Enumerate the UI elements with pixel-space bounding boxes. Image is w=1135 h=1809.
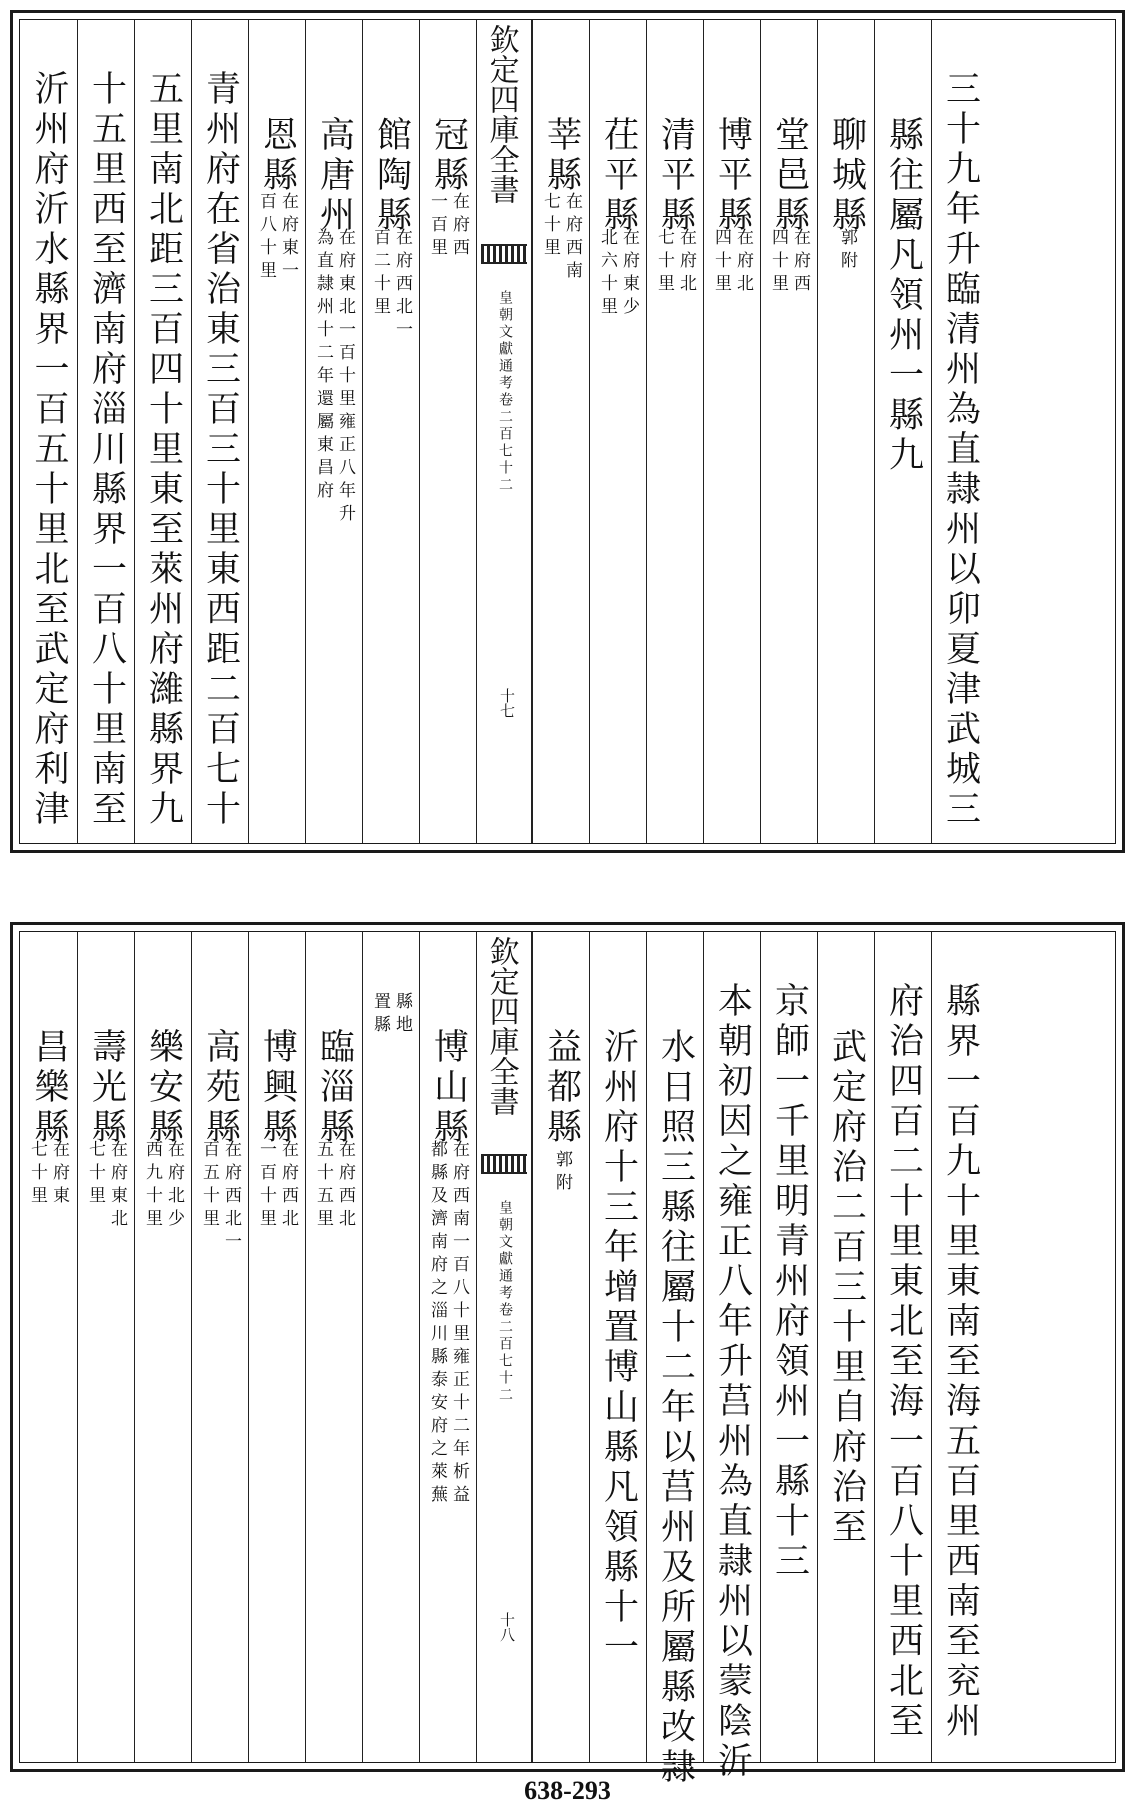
text-column: [874, 932, 931, 1762]
annotation-right: 在府西南一百八十里雍正十二年析益: [449, 1140, 469, 1508]
annotation-left: 北六十里: [597, 228, 617, 320]
column-main-text: 館陶縣: [371, 116, 412, 236]
book-title: 欽定四庫全書: [483, 24, 519, 204]
text-column: [248, 20, 305, 843]
column-main-text: 高苑縣: [200, 1028, 241, 1148]
column-main-text: 壽光縣: [86, 1028, 127, 1148]
text-column: [931, 20, 988, 843]
annotation-left: 四十里: [711, 228, 731, 297]
annotation-right: 在府西南: [562, 192, 582, 284]
annotation-left: 一百十里: [256, 1140, 276, 1232]
annotation-left: 一百里: [427, 192, 447, 261]
text-column: [134, 932, 191, 1762]
text-column: [532, 20, 589, 843]
annotation-right: 在府西北: [278, 1140, 298, 1232]
text-column: [646, 20, 703, 843]
scan-page-label: 638-293: [524, 1776, 611, 1805]
text-column: [134, 20, 191, 843]
text-column: [20, 932, 77, 1762]
annotation-right: 縣地: [392, 992, 412, 1038]
text-column: [191, 932, 248, 1762]
top-page: [10, 10, 1125, 853]
text-column: [20, 20, 77, 843]
annotation-left: 百二十里: [370, 228, 390, 320]
annotation: 郭附: [552, 1150, 572, 1196]
text-column: [77, 932, 134, 1762]
text-column: [362, 20, 419, 843]
fishtail-mark: [481, 244, 527, 264]
top-page-frame: [19, 19, 1116, 844]
column-main-text: 十五里西至濟南府淄川縣界一百八十里南至: [86, 70, 127, 830]
annotation-right: 在府東一: [278, 192, 298, 284]
column-main-text: 臨淄縣: [314, 1028, 355, 1148]
text-column: [874, 20, 931, 843]
column-main-text: 冠縣: [428, 116, 469, 196]
annotation-right: 在府東少: [619, 228, 639, 320]
text-column: [817, 20, 874, 843]
text-column: [191, 20, 248, 843]
annotation-left: 五十五里: [313, 1140, 333, 1232]
bottom-page-frame: [19, 931, 1116, 1788]
text-column: [760, 20, 817, 843]
annotation-left: 為直隷州十二年還屬東昌府: [313, 228, 333, 504]
text-column: [931, 932, 988, 1762]
annotation-left: 七十里: [27, 1140, 47, 1209]
book-title: 欽定四庫全書: [483, 936, 519, 1116]
volume-label: 皇朝文獻通考卷二百七十二: [497, 1200, 513, 1404]
annotation-left: 西九十里: [142, 1140, 162, 1232]
text-column: [646, 932, 703, 1788]
volume-label: 皇朝文獻通考卷二百七十二: [497, 290, 513, 494]
annotation-right: 在府西北一: [221, 1140, 241, 1255]
annotation-right: 在府西: [790, 228, 810, 297]
column-main-text: 京師一千里明青州府領州一縣十三: [769, 982, 810, 1582]
text-column: [419, 932, 476, 1762]
column-main-text: 五里南北距三百四十里東至萊州府濰縣界九: [143, 70, 184, 830]
text-column: [589, 20, 646, 843]
bottom-page: [10, 922, 1125, 1788]
text-column: [589, 932, 646, 1762]
column-main-text: 茌平縣: [598, 116, 639, 236]
column-main-text: 沂州府沂水縣界一百五十里北至武定府利津: [29, 70, 69, 830]
annotation-left: 四十里: [768, 228, 788, 297]
text-column: [362, 932, 419, 1762]
column-main-text: 恩縣: [257, 116, 298, 196]
annotation-left: 七十里: [540, 192, 560, 261]
column-main-text: 縣界一百九十里東南至海五百里西南至兖州: [940, 982, 981, 1742]
annotation-right: 在府北: [733, 228, 753, 297]
column-main-text: 清平縣: [655, 116, 696, 236]
text-column: [703, 20, 760, 843]
center-fold: [476, 20, 532, 843]
text-column: [419, 20, 476, 843]
text-column: [760, 932, 817, 1762]
column-main-text: 水日照三縣往屬十二年以莒州及所屬縣改隷: [655, 1028, 696, 1788]
annotation-right: 在府東: [49, 1140, 69, 1209]
text-column: [817, 932, 874, 1762]
fishtail-mark: [481, 1154, 527, 1174]
text-column: [703, 932, 760, 1782]
text-column: [248, 932, 305, 1762]
column-main-text: 莘縣: [541, 116, 582, 196]
annotation-right: 在府西: [449, 192, 469, 261]
annotation-left: 七十里: [654, 228, 674, 297]
column-main-text: 昌樂縣: [29, 1028, 69, 1148]
column-main-text: 高唐州: [314, 116, 355, 236]
annotation-right: 在府西北: [335, 1140, 355, 1232]
annotation-left: 置縣: [370, 992, 390, 1038]
column-main-text: 府治四百二十里東北至海一百八十里西北至: [883, 982, 924, 1742]
column-main-text: 三十九年升臨清州為直隷州以卯夏津武城三: [940, 70, 981, 830]
annotation-right: 在府北: [676, 228, 696, 297]
column-main-text: 青州府在省治東三百三十里東西距二百七十: [200, 70, 241, 830]
annotation-left: 七十里: [85, 1140, 105, 1209]
annotation: 郭附: [837, 228, 857, 274]
annotation-right: 在府東北一百十里雍正八年升: [335, 228, 355, 527]
annotation-right: 在府東北: [107, 1140, 127, 1232]
column-main-text: 益都縣: [541, 1028, 582, 1148]
column-main-text: 沂州府十三年增置博山縣凡領縣十一: [598, 1028, 639, 1668]
center-fold: [476, 932, 532, 1762]
column-main-text: 聊城縣: [826, 116, 867, 236]
page-number: 十八: [498, 1612, 516, 1642]
text-column: [305, 20, 362, 843]
text-column: [305, 932, 362, 1762]
column-main-text: 博山縣: [428, 1028, 469, 1148]
annotation-right: 在府西北一: [392, 228, 412, 343]
column-main-text: 博平縣: [712, 116, 753, 236]
annotation-left: 都縣及濟南府之淄川縣泰安府之萊蕪: [427, 1140, 447, 1508]
text-column: [77, 20, 134, 843]
column-main-text: 堂邑縣: [769, 116, 810, 236]
annotation-right: 在府北少: [164, 1140, 184, 1232]
annotation-left: 百八十里: [256, 192, 276, 284]
column-main-text: 博興縣: [257, 1028, 298, 1148]
column-main-text: 武定府治二百三十里自府治至: [826, 1028, 867, 1548]
column-main-text: 縣往屬凡領州一縣九: [883, 116, 924, 476]
column-main-text: 樂安縣: [143, 1028, 184, 1148]
text-column: [532, 932, 589, 1762]
column-main-text: 本朝初因之雍正八年升莒州為直隷州以蒙陰沂: [712, 982, 753, 1782]
page-number: 十七: [498, 688, 516, 718]
annotation-left: 百五十里: [199, 1140, 219, 1232]
